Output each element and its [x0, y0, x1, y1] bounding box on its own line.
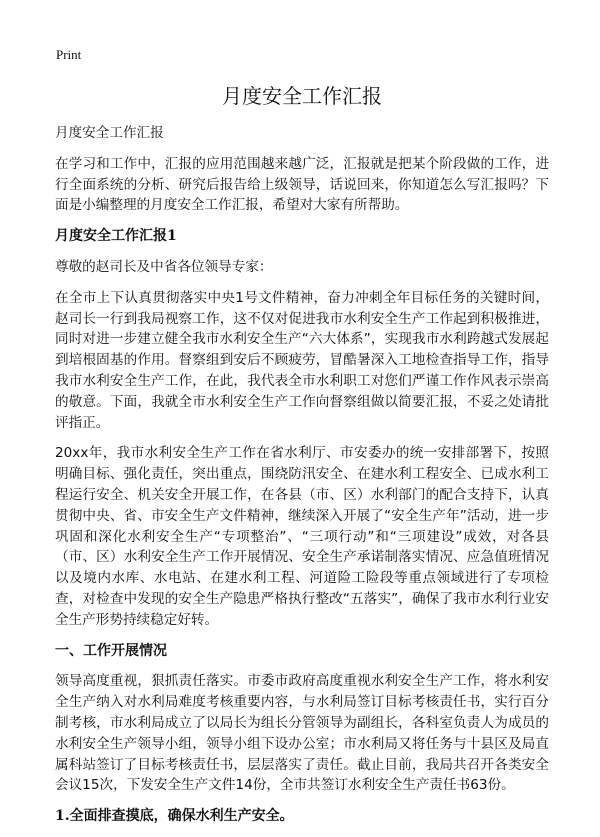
document-body: [55, 80, 549, 837]
paragraph: 20xx年，我市水利安全生产工作在省水利厅、市安委办的统一安排部署下，按照明确目标、强化责任，突出重点，围绕防汛安全、在建水利工程安全、已成水利工程运行安全、机关安全开展工作，在各县（市、区）水利部门的配合支持下，认真贯彻中央、省、市安全生产文件精神，继续深入开展了“安全生产年”活动，进一步巩固和深化水利安全生产“专项整治”、“三项行动”和“三项建设”成效，对各县（市、区）水利安全生产工作开展情况、安全生产承诺制落实情况、应急值班情况以及境内水库、水电站、在建水利工程、河道险工险段等重点领域进行了专项检查，对检查中发现的安全生产隐患严格执行整改“五落实”，确保了我市水利行业安全生产形势持续稳定好转。: [55, 445, 549, 628]
page-title: 月度安全工作汇报: [222, 84, 382, 108]
intro-paragraph: 在学习和工作中，汇报的应用范围越来越广泛，汇报就是把某个阶段做的工作，进行全面系统的分析、研究后报告给上级领导，话说回来，你知道怎么写汇报吗？下面是小编整理的月度安全工作汇报，希望对大家有所帮助。: [55, 155, 549, 214]
section-heading: 一、工作开展情况: [55, 642, 167, 659]
subtitle: 月度安全工作汇报: [55, 125, 164, 141]
paragraph: 在全市上下认真贯彻落实中央1号文件精神，奋力冲刺全年目标任务的关键时间，赵司长一行到我局视察工作，这不仅对促进我市水利安全生产工作起到积极推进，同时对进一步建立健全我市水利安全生产“六大体系”，实现我市水利跨越式发展起到培根固基的作用。督察组到安后不顾疲劳，冒酷暑深入工地检查指导工作，指导我市水利安全生产工作，在此，我代表全市水利职工对您们严谨工作作风表示崇高的敬意。下面，我就全市水利安全生产工作向督察组做以简要汇报，不妥之处请批评指正。: [55, 289, 549, 431]
print-link[interactable]: Print: [56, 47, 82, 62]
paragraph: 领导高度重视，狠抓责任落实。市委市政府高度重视水利安全生产工作，将水利安全生产纳入对水利局难度考核重要内容，与水利局签订目标考核责任书，实行百分制考核，市水利局成立了以局长为组长分管领导为副组长，各科室负责人为成员的水利安全生产领导小组，领导小组下设办公室；市水利局又将任务与十县区及局直属科站签订了目标考核责任书，层层落实了责任。截止目前，我局共召开各类安全会议15次，下发安全生产文件14份，全市共签订水利安全生产责任书63份。: [55, 673, 549, 794]
section-heading: 月度安全工作汇报1: [55, 228, 177, 245]
salutation: 尊敬的赵司长及中省各位领导专家：: [55, 258, 273, 275]
subsection-heading: 1.全面排查摸底，确保水利生产安全。: [55, 808, 294, 825]
